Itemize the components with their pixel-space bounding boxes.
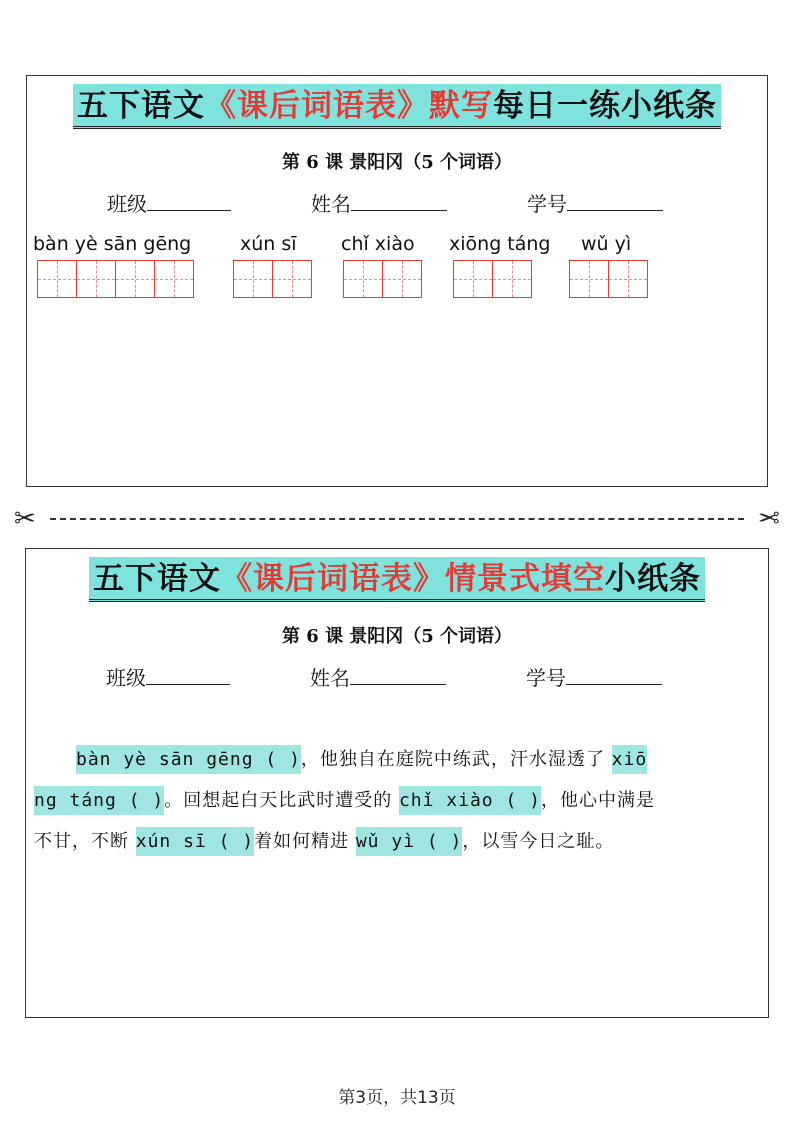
fill-in-paragraph [34, 739, 762, 862]
class-label: 班级 [106, 666, 146, 690]
class-blank[interactable] [146, 666, 230, 685]
title-part: 五下语文 [77, 88, 205, 124]
paragraph-line [34, 821, 762, 862]
blank-pinyin-prompt[interactable]: ng táng ( ) [34, 786, 164, 815]
grid-cell[interactable] [154, 260, 194, 298]
scissors-left-icon: ✂ [14, 504, 36, 534]
id-label: 学号 [526, 666, 566, 690]
cut-line [14, 506, 780, 532]
word-pinyin: xún sī [240, 233, 297, 255]
id-field [527, 188, 663, 217]
scissors-right-icon: ✂ [758, 504, 780, 534]
paragraph-line [34, 739, 762, 780]
class-label: 班级 [107, 192, 147, 216]
paragraph-text: 。回想起白天比武时遭受的 [164, 790, 399, 811]
fill-in-card [25, 548, 769, 1018]
title-highlight: 《课后词语表》情景式填空 [221, 561, 605, 597]
grid-cell[interactable] [382, 260, 422, 298]
grid-cell[interactable] [343, 260, 383, 298]
word-pinyin: wǔ yì [581, 233, 632, 255]
paragraph-text: 着如何精进 [254, 831, 356, 852]
writing-grid[interactable] [37, 260, 193, 298]
blank-pinyin-prompt[interactable]: bàn yè sān gēng ( ) [76, 745, 301, 774]
grid-cell[interactable] [608, 260, 648, 298]
writing-grid[interactable] [343, 260, 421, 298]
title-part: 小纸条 [605, 561, 701, 597]
grid-cell[interactable] [272, 260, 312, 298]
word-pinyin: bàn yè sān gēng [33, 233, 192, 255]
paragraph-text: ，他独自在庭院中练武，汗水湿透了 [300, 749, 612, 770]
class-blank[interactable] [147, 192, 231, 211]
name-field [311, 188, 447, 217]
card-title-wrap [26, 557, 768, 602]
grid-cell[interactable] [569, 260, 609, 298]
grid-cell[interactable] [76, 260, 116, 298]
page-footer: 第3页，共13页 [338, 1088, 456, 1108]
id-field [526, 662, 662, 691]
writing-grid[interactable] [569, 260, 647, 298]
blank-pinyin-prompt[interactable]: xún sī ( ) [136, 827, 254, 856]
name-blank[interactable] [350, 666, 446, 685]
grid-cell[interactable] [233, 260, 273, 298]
id-label: 学号 [527, 192, 567, 216]
paragraph-text: 不甘，不断 [34, 831, 136, 852]
card-title [73, 84, 721, 129]
blank-pinyin-prompt[interactable]: chǐ xiào ( ) [399, 786, 541, 815]
name-field [310, 662, 446, 691]
class-field [106, 662, 230, 691]
id-blank[interactable] [566, 666, 662, 685]
grid-cell[interactable] [453, 260, 493, 298]
grid-cell[interactable] [115, 260, 155, 298]
class-field [107, 188, 231, 217]
title-part: 每日一练小纸条 [493, 88, 717, 124]
blank-pinyin-prompt[interactable]: wǔ yì ( ) [356, 827, 463, 856]
paragraph-text: ，以雪今日之耻。 [462, 831, 615, 852]
grid-cell[interactable] [492, 260, 532, 298]
title-part: 五下语文 [93, 561, 221, 597]
dashed-divider [50, 518, 744, 520]
paragraph-line [34, 780, 762, 821]
writing-grid[interactable] [233, 260, 311, 298]
paragraph-text: ，他心中满是 [541, 790, 655, 811]
lesson-subtitle: 第 6 课 景阳冈（5 个词语） [281, 152, 513, 173]
lesson-subtitle: 第 6 课 景阳冈（5 个词语） [281, 626, 513, 647]
id-blank[interactable] [567, 192, 663, 211]
dictation-card [26, 75, 768, 487]
writing-grid[interactable] [453, 260, 531, 298]
word-pinyin: chǐ xiào [341, 233, 415, 255]
card-title-wrap [27, 84, 767, 129]
grid-cell[interactable] [37, 260, 77, 298]
name-label: 姓名 [310, 666, 350, 690]
title-highlight: 《课后词语表》默写 [205, 88, 493, 124]
blank-pinyin-prompt[interactable]: xiō [612, 745, 648, 774]
name-blank[interactable] [351, 192, 447, 211]
word-pinyin: xiōng táng [449, 233, 551, 255]
name-label: 姓名 [311, 192, 351, 216]
card-title [89, 557, 705, 602]
